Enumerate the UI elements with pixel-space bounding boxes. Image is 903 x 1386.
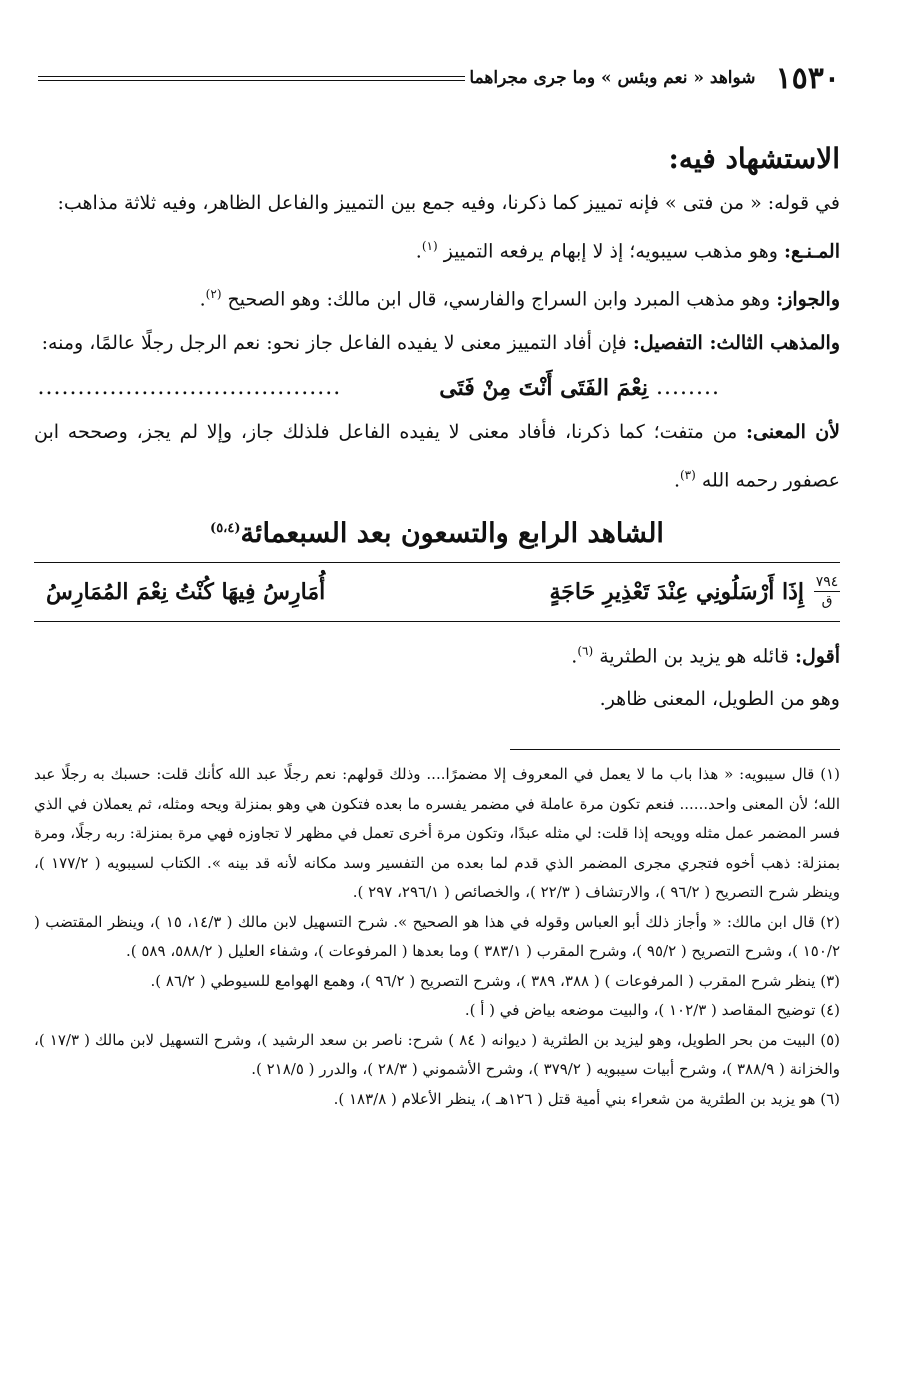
paragraph-1: في قوله: « من فتى » فإنه تمييز كما ذكرنا، وفيه جمع بين التمييز والفاعل الظاهر، وفيه ثلاثة مذاهب:: [57, 192, 840, 214]
verse-number-top: ٧٩٤: [815, 574, 839, 591]
prohibition-end: .: [415, 240, 422, 263]
verse-dots-left: ......................................: [37, 374, 342, 400]
book-page: [34, 58, 840, 1114]
paragraph-permission: [34, 273, 840, 321]
permission-text: وهو مذهب المبرد وابن السراج والفارسي، قال ابن مالك: وهو الصحيح: [227, 288, 777, 311]
footnote-ref-6[interactable]: (٦): [577, 643, 594, 658]
paragraph-prohibition: [34, 225, 840, 273]
verse-fragment-line: [34, 365, 720, 411]
footnote-separator: [510, 749, 840, 750]
meaning-end: .: [673, 468, 680, 491]
footnote-ref-2[interactable]: (٢): [205, 287, 222, 302]
poet-end: .: [571, 645, 578, 668]
third-view-text: فإن أفاد التمييز معنى لا يفيده الفاعل جاز نحو: نعم الرجل رجلًا عالمًا، ومنه:: [41, 331, 633, 354]
footnote-ref-1[interactable]: (١): [421, 239, 438, 253]
footnotes: [34, 760, 840, 1114]
witness-heading: [34, 504, 840, 554]
meaning-text: من متفت؛ كما ذكرنا، فأفاد معنى لا يفيده الفاعل فلذلك جاز، وإلا لم يجز، وصححه ابن عصفور رحمه الله: [34, 420, 840, 491]
paragraph-meaning: [34, 411, 840, 502]
prohibition-label: المـنـع:: [783, 240, 840, 263]
running-header: [34, 58, 840, 98]
witness-title: الشاهد الرابع والتسعون بعد السبعمائة: [240, 517, 664, 549]
verse-box: [34, 562, 840, 622]
verse-dots-right: ........: [656, 374, 720, 400]
footnote-ref-4-5[interactable]: (٥،٤): [210, 520, 241, 536]
page-number: ١٥٣٠: [775, 60, 840, 96]
verse-number-bottom: ق: [821, 593, 833, 610]
prohibition-text: وهو مذهب سيبويه؛ إذ لا إبهام يرفعه التمييز: [443, 240, 784, 263]
footnote-3: (٣) ينظر شرح المقرب ( المرفوعات ) ( ٣٨٨، ٣٨٩ )، وشرح التصريح ( ٩٦/٢ )، وهمع الهوامع للسيوطي ( ٨٦/٢ ).: [150, 971, 840, 990]
permission-end: .: [199, 288, 206, 311]
permission-label: والجواز:: [776, 288, 840, 311]
header-rule: [38, 76, 465, 81]
footnote-6: (٦) هو يزيد بن الطثرية من شعراء بني أمية قتل ( ١٢٦هـ )، ينظر الأعلام ( ١٨٣/٨ ).: [333, 1089, 840, 1108]
section-heading: الاستشهاد فيه:: [668, 142, 840, 175]
paragraph-meter: وهو من الطويل، المعنى ظاهر.: [599, 688, 840, 711]
verse-number: [814, 575, 840, 608]
poet-text: قائله هو يزيد بن الطثرية: [599, 645, 795, 668]
footnote-4: (٤) توضيح المقاصد ( ١٠٢/٣ )، والبيت موضعه بياض في ( أ ).: [464, 1001, 840, 1020]
footnote-2: (٢) قال ابن مالك: « وأجاز ذلك أبو العباس وقوله في هذا هو الصحيح ». شرح التسهيل لابن مالك ( ١٤/٣، ١٥ )، وينظر المقتضب ( ١٥٠/٢ )، وشرح التصريح ( ٩٥/٢ )، وشرح المقرب ( ٣٨٣/١ ) وما بعدها ( المرفوعات )، وشفاء العليل ( ٥٨٨/٢، ٥٨٩ ).: [34, 912, 840, 961]
meaning-label: لأن المعنى:: [746, 420, 840, 443]
hemistich-first: إِذَا أَرْسَلُونِي عِنْدَ تَعْذِيرِ حَاجَةٍ: [549, 578, 804, 605]
footnote-1: (١) قال سيبويه: « هذا باب ما لا يعمل في المعروف إلا مضمرًا.... وذلك قولهم: نعم رجلًا عبد الله كأنك قلت: حسبك به رجلًا عبد الله؛ لأن المعنى واحد...... فنعم تكون مرة عاملة في مضمر يفسره ما بعده فتكون هي وهو بمنزلة ويحه ومثله، ثم يعملان في الذي فسر المضمر عمل مثله وويحه إذا قلت: لي مثله عبدًا، وتكون مرة أخرى تعمل في مظهر لا تجاوزه فهي مرة بمنزلة: ربه رجلًا، ومرة بمنزلة: ذهب أخوه فتجري مجرى المضمر الذي قدم لما بعده من التفسير وسد مكانه لأنه قد بينه ». الكتاب لسيبويه ( ١٧٧/٢ )، وينظر شرح التصريح ( ٩٦/٢ )، والارتشاف ( ٢٢/٣ )، والخصائص ( ٢٩٦/١، ٢٩٧ ).: [34, 765, 840, 902]
running-title: شواهد « نعم وبئس » وما جرى مجراهما: [469, 68, 756, 88]
footnote-5: (٥) البيت من بحر الطويل، وهو ليزيد بن الطثرية ( ديوانه ( ٨٤ ) شرح: ناصر بن سعد الرشيد )، وشرح التسهيل لابن مالك ( ١٧/٣ )، والخزانة ( ٣٨٨/٩ )، وشرح أبيات سيبويه ( ٣٧٩/٢ )، وشرح الأشموني ( ٢٨/٣ )، والدرر ( ٢١٨/٥ ).: [34, 1030, 841, 1079]
verse-fragment: نِعْمَ الفَتَى أَنْتَ مِنْ فَتَى: [439, 374, 649, 401]
hemistich-second: أُمَارِسُ فِيهَا كُنْتُ نِعْمَ المُمَارِسُ: [46, 578, 326, 605]
paragraph-poet: [34, 630, 840, 678]
poet-label: أقول:: [795, 645, 840, 668]
third-view-label: والمذهب الثالث: التفصيل:: [632, 331, 840, 354]
footnote-ref-3[interactable]: (٣): [679, 467, 696, 482]
paragraph-third-view: [34, 322, 840, 365]
